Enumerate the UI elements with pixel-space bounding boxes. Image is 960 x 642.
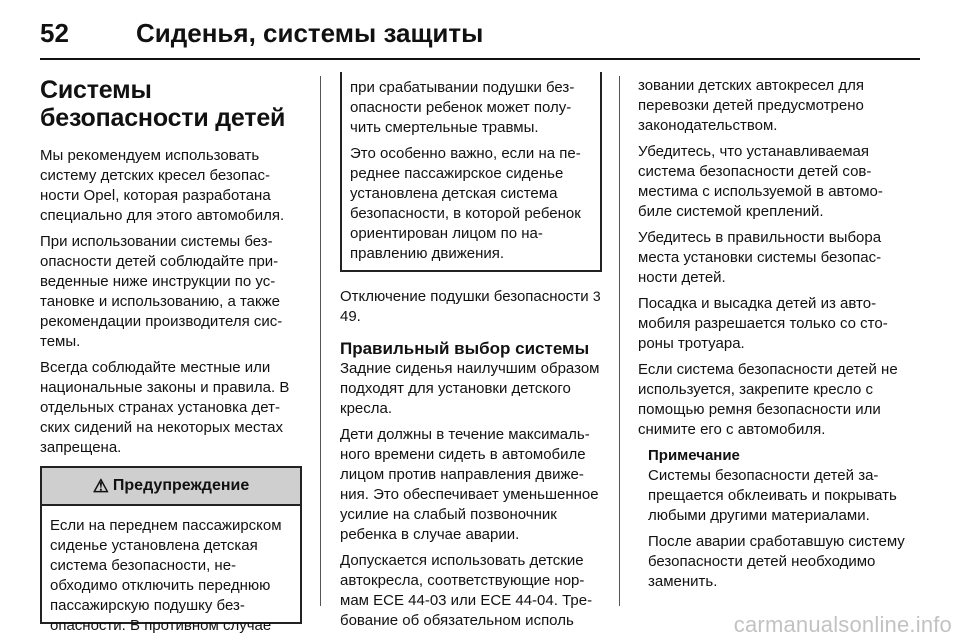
- column-divider-1: [320, 76, 321, 606]
- running-title: Сиденья, системы защиты: [136, 18, 484, 48]
- subsection-title: Правильный выбор системы: [340, 339, 590, 358]
- column-3: [638, 76, 906, 598]
- warning-body: [42, 506, 300, 634]
- col2-paragraph-3: Допускается использовать детские автокресла, соответствующие нормам ECE 44-03 или ECE 44-04. Требование об обязательном исполь: [340, 552, 593, 629]
- warning-cont-paragraph-2: Это особенно важно, если на переднее пассажирское сиденье установлена детская система безопасности, в которой ребенок ориентирован лицом по направлению движения.: [350, 145, 581, 262]
- warning-title: Предупреждение: [112, 477, 250, 494]
- warning-cont-paragraph-1: при срабатывании подушки безопасности ребенок может получить смертельные травмы.: [350, 79, 575, 136]
- col3-paragraph-5: Если система безопасности детей не используется, закрепите кресло с помощью ремня безопасности или снимите его с автомобиля.: [638, 361, 898, 438]
- col1-paragraph-3: Всегда соблюдайте местные или национальные законы и правила. В отдельных странах установка детских сидений на некоторых местах запрещена.: [40, 359, 290, 456]
- airbag-reference: [340, 286, 602, 327]
- column-divider-2: [619, 76, 620, 606]
- reference-text: Отключение подушки безопасности: [340, 288, 589, 305]
- warning-box: [40, 466, 302, 634]
- watermark: carmanualsonline.info: [733, 612, 952, 637]
- reference-page[interactable]: 49.: [340, 308, 361, 325]
- note-title: Примечание: [648, 447, 740, 464]
- col3-paragraph-4: Посадка и высадка детей из автомобиля разрешается только со стороны тротуара.: [638, 295, 888, 352]
- note-block: [638, 446, 906, 592]
- col3-paragraph-3: Убедитесь в правильности выбора места установки системы безопасности детей.: [638, 229, 882, 286]
- col2-paragraph-2: Дети должны в течение максимального времени сидеть в автомобиле лицом против направления движения. Это обеспечивает уменьшенное усилие на слабый позвоночник ребенка в случае аварии.: [340, 426, 599, 543]
- page-reference-arrow-icon: 3: [592, 288, 601, 304]
- section-title: [40, 76, 302, 132]
- col3-paragraph-1: зовании детских автокресел для перевозки детей предусмотрено законодательством.: [638, 77, 864, 134]
- warning-triangle-icon: ⚠: [92, 476, 109, 496]
- col2-paragraph-1: Задние сиденья наилучшим образом подходят для установки детского кресла.: [340, 360, 600, 417]
- column-2: [340, 76, 602, 637]
- section-title-line-2: безопасности детей: [40, 104, 286, 132]
- page-header: [40, 8, 920, 64]
- col1-paragraph-2: При использовании системы безопасности детей соблюдайте приведенные ниже инструкции по установке и использованию, а также рекомендации производителя системы.: [40, 233, 283, 350]
- col1-paragraph-1: Мы рекомендуем использовать систему детских кресел безопасности Opel, которая разработана специально для этого автомобиля.: [40, 147, 285, 224]
- header-rule: [40, 58, 920, 60]
- page-number: 52: [40, 18, 69, 48]
- warning-text: Если на переднем пассажирском сиденье установлена детская система безопасности, необходимо отключить переднюю пассажирскую подушку безопасности. В противном случае: [50, 517, 282, 634]
- section-title-line-1: Системы: [40, 76, 152, 104]
- note-paragraph-2: После аварии сработавшую систему безопасности детей необходимо заменить.: [648, 533, 905, 590]
- warning-box-continued: [340, 72, 602, 272]
- column-1: [40, 76, 302, 634]
- col3-paragraph-2: Убедитесь, что устанавливаемая система безопасности детей совместима с используемой в автомобиле системой креплений.: [638, 143, 883, 220]
- warning-header: [42, 468, 300, 506]
- note-paragraph-1: Системы безопасности детей запрещается обклеивать и покрывать любыми другими материалами.: [648, 467, 897, 524]
